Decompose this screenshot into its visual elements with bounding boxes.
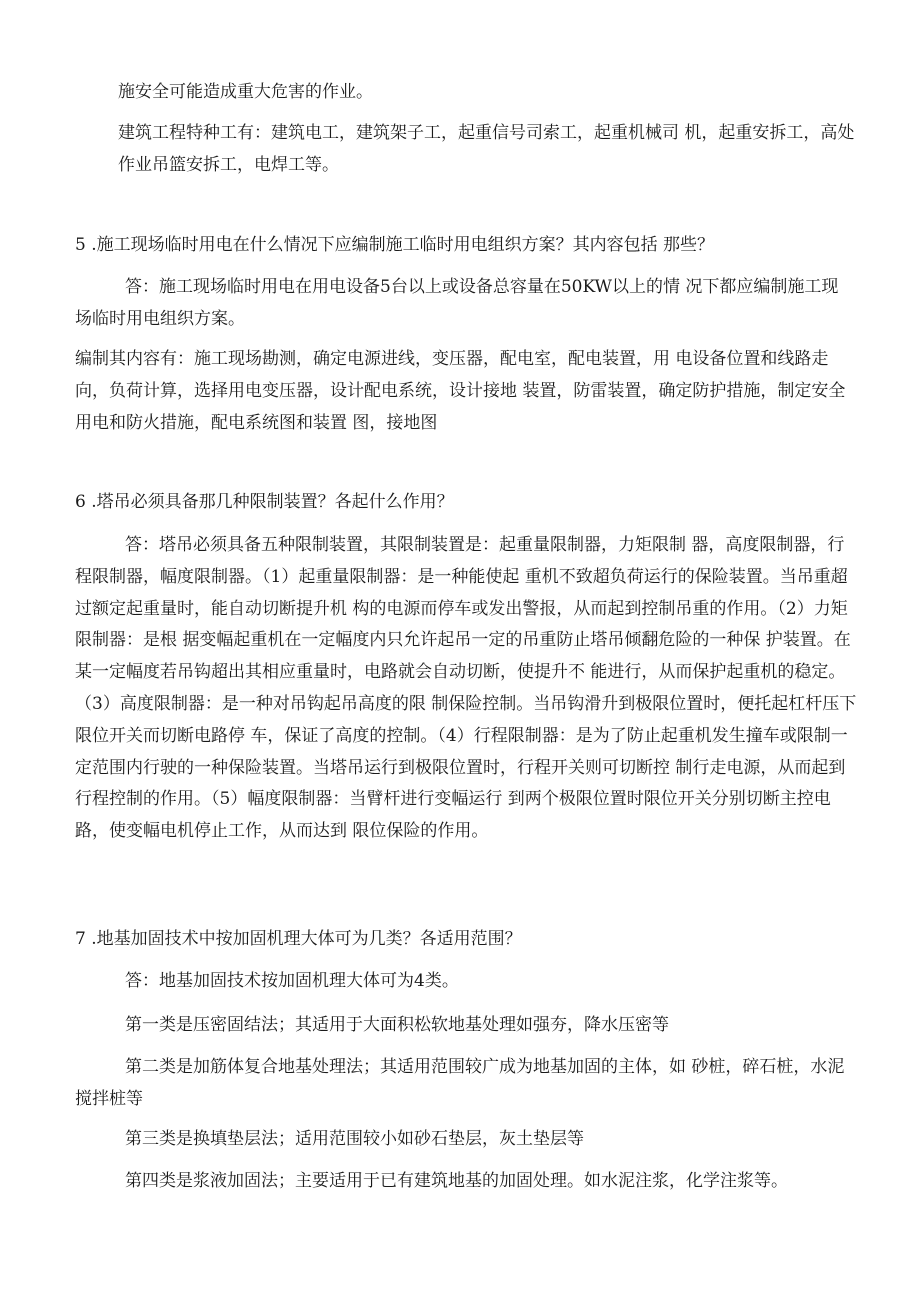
answer-7-type-1: 第一类是压密固结法；其适用于大面积松软地基处理如强夯，降水压密等	[125, 1015, 669, 1035]
question-6: 6 .塔吊必须具备那几种限制装置？各起什么作用？	[75, 492, 454, 512]
answer-6: 答：塔吊必须具备五种限制装置，其限制装置是：起重量限制器，力矩限制 器，高度限制器，行程限制器，幅度限制器。（1）起重量限制器：是一种能使起 重机不致超负荷运行的保险装置。当吊重超过额定起重量时，能自动切断提升机 构的电源而停车或发出警报，从而起到控制吊重的作用。（2）力矩限制器：是根 据变幅起重机在一定幅度内只允许起吊一定的吊重防止塔吊倾翻危险的一种保 护装置。在某一定幅度若吊钩超出其相应重量时，电路就会自动切断，使提升不 能进行，从而保护起重机的稳定。（3）高度限制器：是一种对吊钩起吊高度的限 制保险控制。当吊钩滑升到极限位置时，便托起杠杆压下限位开关而切断电路停 车，保证了高度的控制。（4）行程限制器：是为了防止起重机发生撞车或限制一 定范围内行驶的一种保险装置。当塔吊运行到极限位置时，行程开关则可切断控 制行走电源，从而起到行程控制的作用。（5）幅度限制器：当臂杆进行变幅运行 到两个极限位置时限位开关分别切断主控电路，使变幅电机停止工作，从而达到 限位保险的作用。	[75, 535, 857, 842]
paragraph-special-workers: 建筑工程特种工有：建筑电工，建筑架子工，起重信号司索工，起重机械司 机，起重安拆工，高处作业吊篮安拆工，电焊工等。	[118, 123, 855, 175]
answer-7: 答：地基加固技术按加固机理大体可为4类。	[125, 971, 459, 991]
answer-5-contents: 编制其内容有：施工现场勘测，确定电源进线，变压器，配电室，配电装置，用 电设备位置和线路走向，负荷计算，选择用电变压器，设计配电系统，设计接地 装置，防雷装置，确定防护措施，制定安全用电和防火措施，配电系统图和装置 图，接地图	[75, 349, 846, 433]
question-7: 7 .地基加固技术中按加固机理大体可为几类？各适用范围？	[75, 929, 522, 949]
paragraph-continuation: 施安全可能造成重大危害的作业。	[118, 82, 373, 102]
answer-7-type-3: 第三类是换填垫层法；适用范围较小如砂石垫层，灰土垫层等	[125, 1129, 584, 1149]
answer-7-type-4: 第四类是浆液加固法；主要适用于已有建筑地基的加固处理。如水泥注浆，化学注浆等。	[125, 1171, 788, 1191]
answer-7-type-2: 第二类是加筋体复合地基处理法；其适用范围较广成为地基加固的主体，如 砂桩，碎石桩，水泥搅拌桩等	[75, 1057, 845, 1109]
answer-5: 答：施工现场临时用电在用电设备5台以上或设备总容量在50KW以上的情 况下都应编制施工现场临时用电组织方案。	[75, 277, 839, 329]
question-5: 5 .施工现场临时用电在什么情况下应编制施工临时用电组织方案？其内容包括 那些？	[75, 235, 715, 255]
